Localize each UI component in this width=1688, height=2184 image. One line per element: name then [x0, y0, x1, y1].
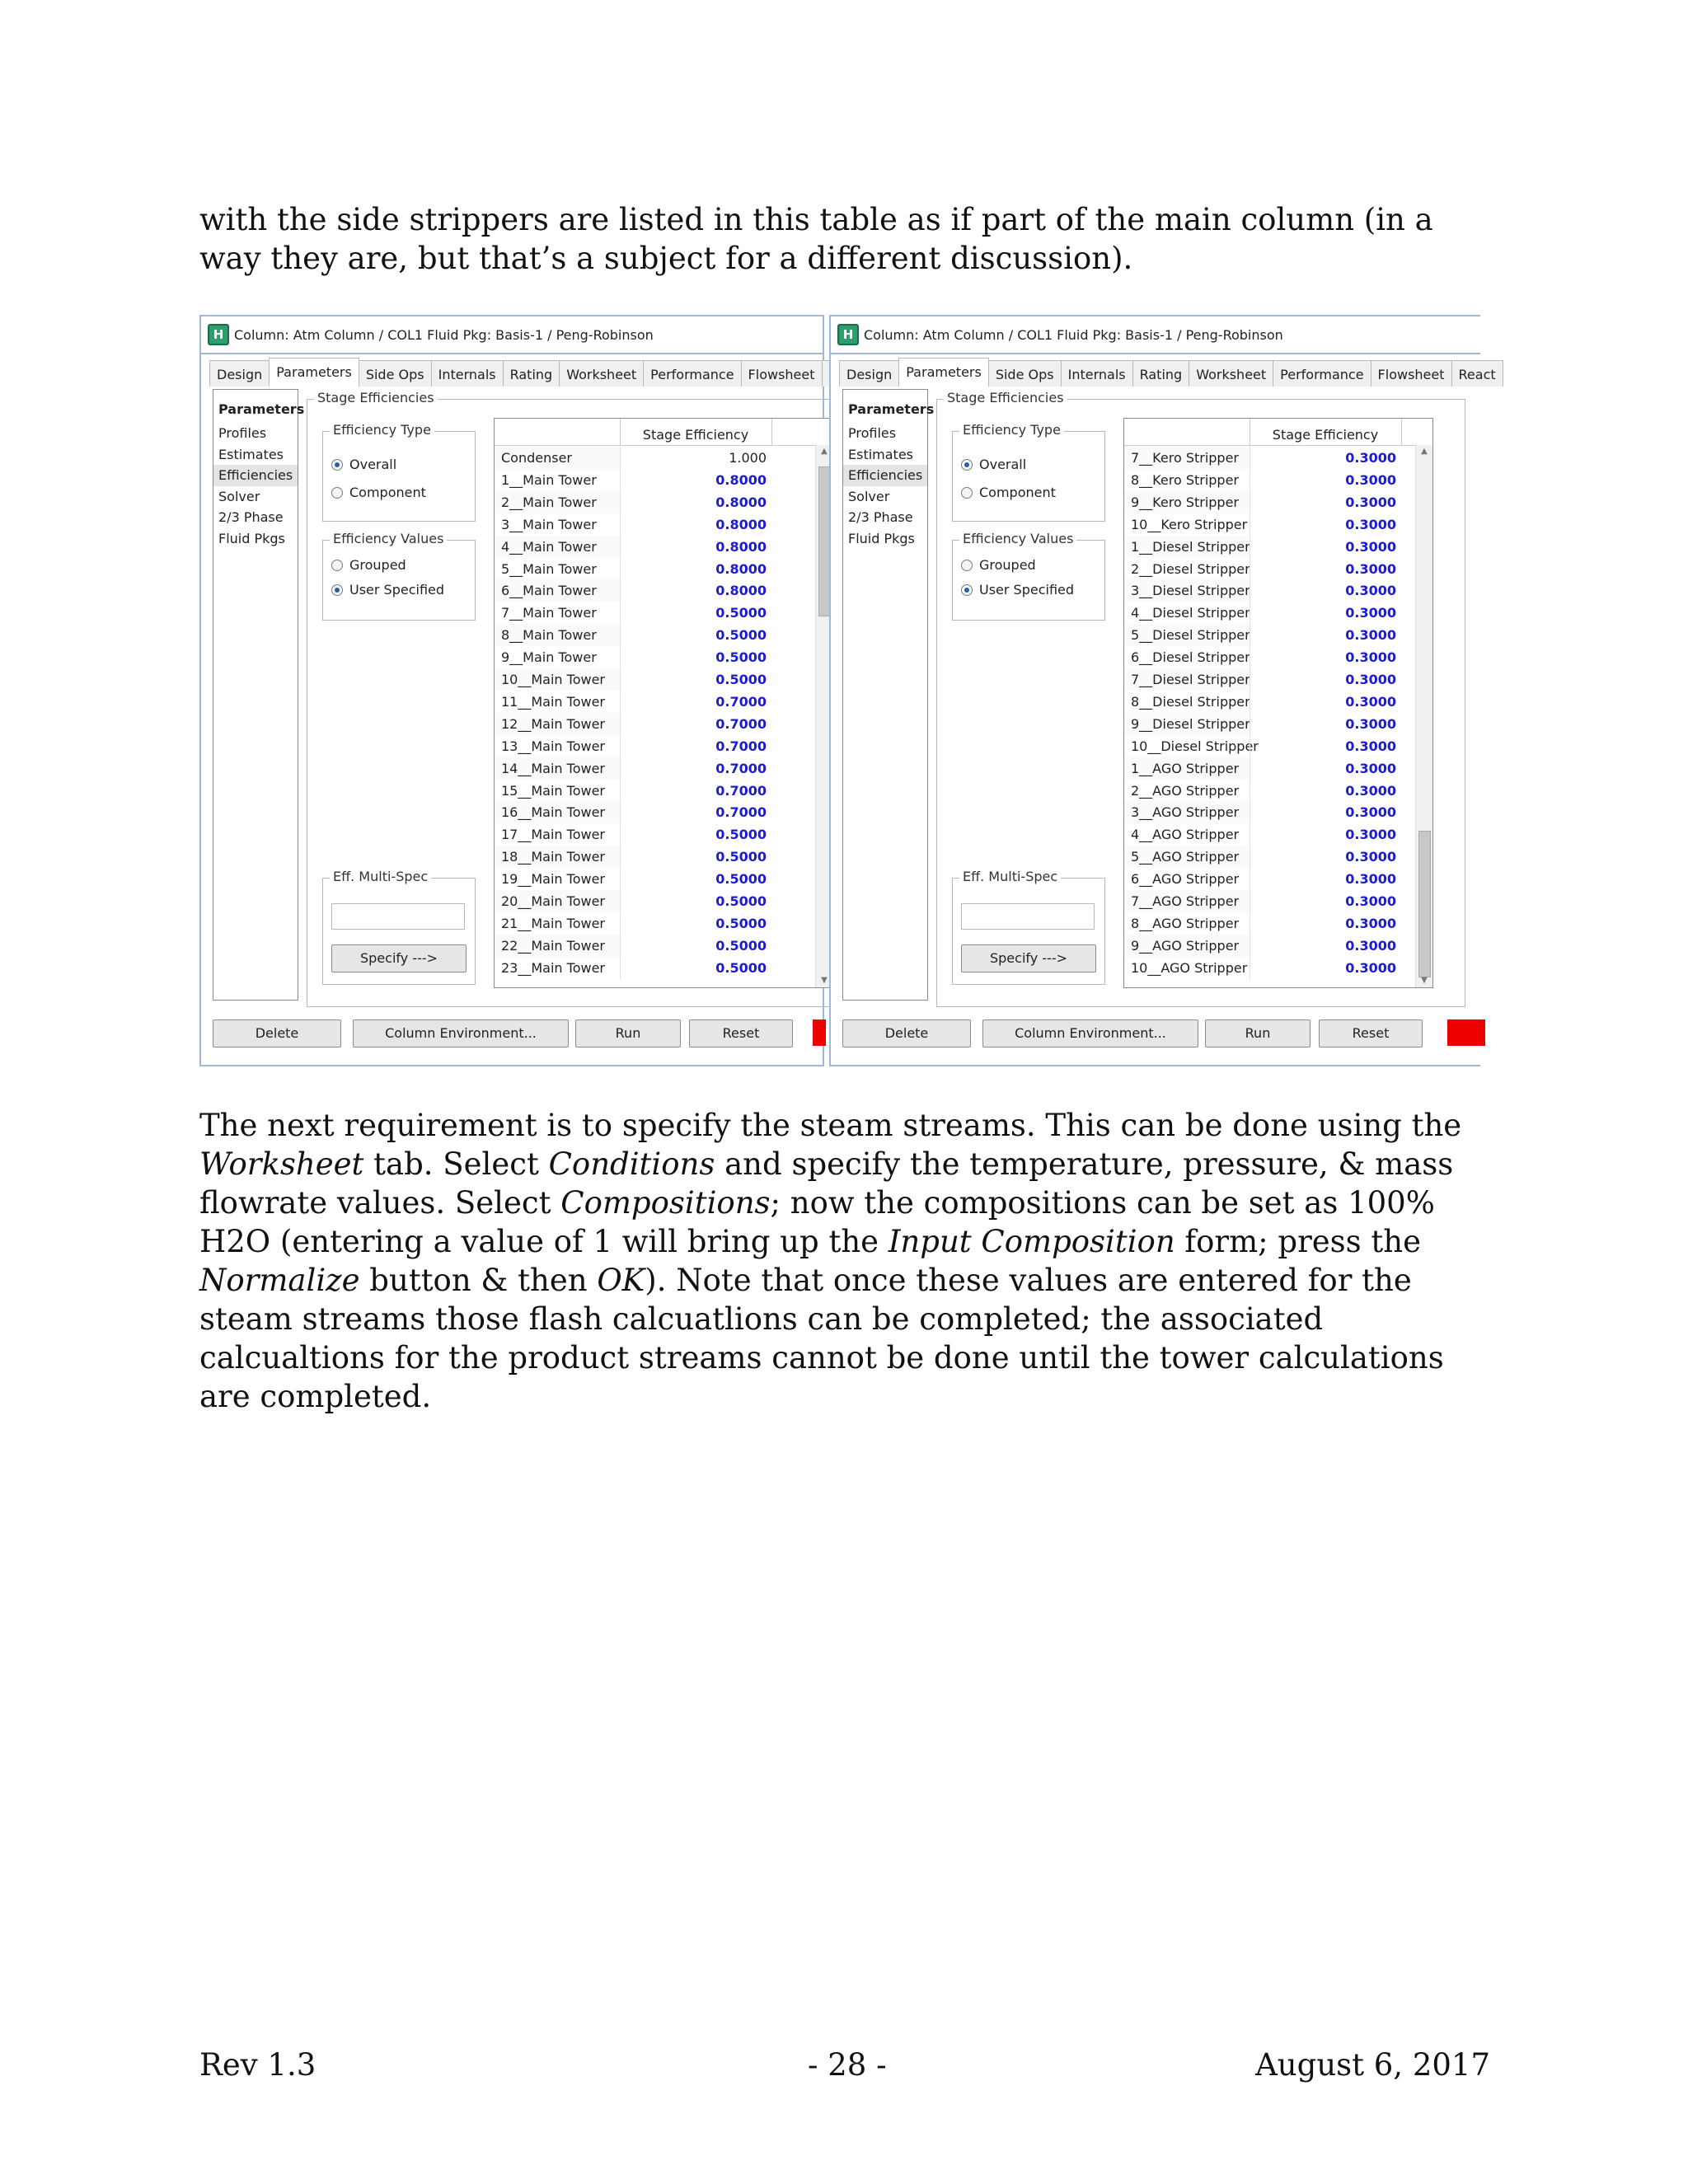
- table-row[interactable]: [495, 624, 771, 646]
- nav-item-2-3-phase[interactable]: 2/3 Phase: [848, 509, 913, 525]
- table-row[interactable]: [1124, 536, 1401, 558]
- table-row[interactable]: [495, 868, 771, 890]
- table-row[interactable]: [495, 579, 771, 602]
- stage-name-cell: 14__Main Tower: [495, 757, 621, 780]
- table-row[interactable]: [1124, 846, 1401, 868]
- stage-efficiency-cell[interactable]: 0.5000: [620, 957, 771, 979]
- footer-page-number: - 28 -: [808, 2047, 887, 2083]
- stage-efficiency-cell[interactable]: 0.3000: [1250, 691, 1401, 713]
- stage-name-cell: 10__AGO Stripper: [1131, 959, 1248, 976]
- stage-name-cell: 13__Main Tower: [501, 738, 605, 754]
- scroll-down-icon[interactable]: ▼: [1421, 976, 1428, 985]
- tab-side-ops[interactable]: Side Ops: [359, 360, 432, 387]
- header-stage-efficiency: Stage Efficiency: [1250, 419, 1402, 445]
- nav-item-2-3-phase[interactable]: 2/3 Phase: [218, 509, 284, 525]
- table-row[interactable]: [1124, 935, 1401, 957]
- tab-parameters[interactable]: Parameters: [269, 358, 359, 387]
- stage-efficiency-cell[interactable]: 0.3000: [1250, 713, 1401, 735]
- specify-button[interactable]: Specify --->: [331, 944, 467, 972]
- table-row[interactable]: [495, 912, 771, 935]
- stage-name-cell: 17__Main Tower: [501, 827, 605, 843]
- table-row[interactable]: [495, 801, 771, 823]
- radio-unselected-icon: [961, 560, 973, 571]
- stage-name-cell: 8__Main Tower: [495, 624, 621, 646]
- stage-name-cell: 10__Main Tower: [495, 668, 621, 691]
- status-indicator: [1447, 1019, 1485, 1046]
- stage-name-cell: 3__Diesel Stripper: [1124, 579, 1251, 602]
- radio-component[interactable]: [331, 485, 426, 500]
- tab-rating[interactable]: Rating: [1132, 360, 1190, 387]
- specify-button[interactable]: Specify --->: [961, 944, 1096, 972]
- eff-multispec-group: [322, 869, 476, 985]
- stage-name-cell: 8__Kero Stripper: [1131, 471, 1240, 488]
- efficiency-type-title: Efficiency Type: [959, 422, 1064, 438]
- table-row[interactable]: [1124, 912, 1401, 935]
- table-row[interactable]: [495, 469, 771, 491]
- stage-name-cell: 5__AGO Stripper: [1124, 846, 1251, 868]
- stage-efficiency-cell[interactable]: 0.8000: [620, 513, 771, 536]
- radio-selected-icon: [961, 584, 973, 596]
- stage-efficiency-cell[interactable]: 0.3000: [1250, 646, 1401, 668]
- tab-design[interactable]: Design: [839, 360, 899, 387]
- stage-name-cell: 7__Kero Stripper: [1124, 447, 1251, 469]
- stage-name-cell: 3__Main Tower: [501, 516, 597, 532]
- run-button[interactable]: Run: [575, 1019, 681, 1047]
- stage-name-cell: 6__AGO Stripper: [1131, 871, 1240, 888]
- stage-name-cell: 4__AGO Stripper: [1131, 827, 1240, 843]
- multispec-input[interactable]: [331, 903, 465, 930]
- stage-efficiencies-title: Stage Efficiencies: [944, 390, 1067, 405]
- radio-selected-icon: [331, 459, 343, 471]
- window-title: Column: Atm Column / COL1 Fluid Pkg: Basis-1 / Peng-Robinson: [234, 326, 654, 343]
- stage-name-cell: 10__Diesel Stripper: [1131, 738, 1259, 754]
- stage-efficiency-cell[interactable]: 0.3000: [1250, 735, 1401, 757]
- stage-efficiency-cell[interactable]: 0.3000: [1250, 558, 1401, 580]
- table-row[interactable]: [1124, 513, 1401, 536]
- table-row[interactable]: [1124, 868, 1401, 890]
- stage-efficiency-cell[interactable]: 0.3000: [1250, 757, 1401, 780]
- stage-name-cell: 8__Diesel Stripper: [1131, 693, 1250, 710]
- table-row[interactable]: [1124, 491, 1401, 513]
- table-row[interactable]: [1124, 469, 1401, 491]
- stage-name-cell: 7__Main Tower: [501, 605, 597, 621]
- table-row[interactable]: [495, 491, 771, 513]
- stage-name-cell: 1__Diesel Stripper: [1124, 536, 1251, 558]
- stage-name-cell: 22__Main Tower: [495, 935, 621, 957]
- table-row[interactable]: [1124, 558, 1401, 580]
- scroll-down-icon[interactable]: ▼: [821, 976, 828, 985]
- stage-name-cell: 6__Main Tower: [495, 579, 621, 602]
- table-row[interactable]: [495, 735, 771, 757]
- stage-name-cell: 20__Main Tower: [495, 890, 621, 912]
- table-scrollbar[interactable]: [1415, 445, 1432, 987]
- table-row[interactable]: [495, 668, 771, 691]
- stage-efficiency-cell[interactable]: 0.5000: [620, 624, 771, 646]
- stage-efficiency-cell[interactable]: 0.3000: [1250, 890, 1401, 912]
- tab-design[interactable]: Design: [209, 360, 270, 387]
- table-row[interactable]: [1124, 646, 1401, 668]
- tab-performance[interactable]: Performance: [1273, 360, 1371, 387]
- stage-name-cell: 19__Main Tower: [501, 871, 605, 888]
- stage-efficiency-cell[interactable]: 0.7000: [620, 757, 771, 780]
- tab-reactions[interactable]: React: [1451, 360, 1503, 387]
- stage-name-cell: 18__Main Tower: [495, 846, 621, 868]
- radio-overall[interactable]: [331, 457, 396, 472]
- table-row[interactable]: [1124, 780, 1401, 802]
- scroll-up-icon[interactable]: ▲: [821, 447, 828, 456]
- stage-efficiency-cell[interactable]: 0.5000: [620, 668, 771, 691]
- stage-name-cell: 9__Main Tower: [501, 649, 597, 666]
- radio-user-specified-label: User Specified: [979, 582, 1075, 598]
- stage-efficiency-cell[interactable]: 0.3000: [1250, 513, 1401, 536]
- tab-worksheet[interactable]: Worksheet: [1189, 360, 1273, 387]
- stage-efficiency-cell[interactable]: 0.3000: [1250, 668, 1401, 691]
- eff-multispec-title: Eff. Multi-Spec: [330, 869, 431, 884]
- radio-user-specified-label: User Specified: [349, 582, 445, 598]
- radio-grouped-label: Grouped: [979, 557, 1036, 573]
- stage-efficiency-cell[interactable]: 0.3000: [1250, 846, 1401, 868]
- stage-efficiencies-group: [307, 390, 836, 1007]
- tab-worksheet[interactable]: Worksheet: [559, 360, 644, 387]
- column-window-left: [199, 315, 828, 1066]
- p2-text-5: form; press the: [1175, 1224, 1422, 1259]
- intro-paragraph: with the side strippers are listed in this table as if part of the main column (in a way they are, but that’s a subject for a different discussion).: [199, 202, 1433, 276]
- stage-efficiency-cell[interactable]: 0.5000: [620, 912, 771, 935]
- p2-text-2: tab. Select: [363, 1146, 549, 1182]
- p2-text-1: The next requirement is to specify the steam streams. This can be done using the: [199, 1108, 1462, 1143]
- p2-text-3: and specify the temperature, pressure, & mass flowrate values. Select: [199, 1146, 1454, 1221]
- stage-efficiency-cell[interactable]: 1.000: [620, 447, 771, 469]
- radio-user-specified[interactable]: [961, 582, 1074, 598]
- stage-efficiency-cell[interactable]: 0.3000: [1250, 957, 1401, 979]
- stage-name-cell: 21__Main Tower: [501, 915, 605, 931]
- reset-button[interactable]: Reset: [1319, 1019, 1423, 1047]
- stage-efficiency-cell[interactable]: 0.8000: [620, 579, 771, 602]
- table-row[interactable]: [495, 602, 771, 624]
- stage-efficiency-cell[interactable]: 0.3000: [1250, 624, 1401, 646]
- stage-name-cell: 11__Main Tower: [501, 693, 605, 710]
- stage-efficiency-cell[interactable]: 0.8000: [620, 536, 771, 558]
- table-header: [495, 419, 816, 446]
- steam-paragraph: [199, 1106, 1502, 1416]
- nav-item-solver[interactable]: Solver: [218, 488, 260, 504]
- table-row[interactable]: [1124, 757, 1401, 780]
- column-environment-button[interactable]: Column Environment...: [353, 1019, 569, 1047]
- stage-efficiency-cell[interactable]: 0.5000: [620, 846, 771, 868]
- nav-header: Parameters: [848, 401, 935, 417]
- tab-internals[interactable]: Internals: [431, 360, 504, 387]
- nav-item-profiles[interactable]: Profiles: [848, 425, 897, 441]
- efficiency-type-group: [322, 422, 476, 522]
- radio-component-label: Component: [349, 485, 426, 500]
- stage-efficiency-cell[interactable]: 0.5000: [620, 890, 771, 912]
- radio-grouped[interactable]: [331, 557, 406, 573]
- nav-header: Parameters: [218, 401, 305, 417]
- stage-efficiency-cell[interactable]: 0.3000: [1250, 868, 1401, 890]
- stage-name-cell: 4__Diesel Stripper: [1131, 605, 1250, 621]
- parameters-nav: [842, 389, 935, 1001]
- nav-item-solver[interactable]: Solver: [848, 488, 890, 504]
- stage-efficiency-cell[interactable]: 0.8000: [620, 469, 771, 491]
- efficiency-type-group: [952, 422, 1105, 522]
- table-row[interactable]: [495, 935, 771, 957]
- efficiency-values-title: Efficiency Values: [959, 531, 1076, 546]
- multispec-input[interactable]: [961, 903, 1095, 930]
- efficiency-values-title: Efficiency Values: [330, 531, 447, 546]
- p2-term-compositions: Compositions: [560, 1185, 771, 1221]
- stage-efficiency-cell[interactable]: 0.8000: [620, 558, 771, 580]
- table-row[interactable]: [1124, 713, 1401, 735]
- radio-user-specified[interactable]: [331, 582, 444, 598]
- header-blank-cell: [495, 419, 621, 445]
- radio-unselected-icon: [331, 487, 343, 499]
- table-header: [1124, 419, 1416, 446]
- window-titlebar: [201, 316, 823, 354]
- stage-efficiency-cell[interactable]: 0.3000: [1250, 491, 1401, 513]
- radio-overall-label: Overall: [349, 457, 397, 472]
- table-row[interactable]: [495, 691, 771, 713]
- table-row[interactable]: [495, 447, 771, 469]
- radio-unselected-icon: [331, 560, 343, 571]
- stage-efficiency-cell[interactable]: 0.3000: [1250, 935, 1401, 957]
- stage-name-cell: 1__Main Tower: [501, 471, 597, 488]
- stage-efficiency-cell[interactable]: 0.3000: [1250, 447, 1401, 469]
- table-row[interactable]: [1124, 624, 1401, 646]
- footer-revision: Rev 1.3: [199, 2047, 316, 2083]
- stage-efficiency-cell[interactable]: 0.8000: [620, 491, 771, 513]
- stage-efficiencies-title: Stage Efficiencies: [314, 390, 438, 405]
- reset-button[interactable]: Reset: [689, 1019, 793, 1047]
- nav-item-fluid-pkgs[interactable]: Fluid Pkgs: [218, 530, 285, 546]
- table-row[interactable]: [1124, 602, 1401, 624]
- p2-term-normalize: Normalize: [199, 1263, 360, 1298]
- stage-efficiency-cell[interactable]: 0.5000: [620, 868, 771, 890]
- tab-strip: [839, 358, 1496, 387]
- p2-text-4: ; now the compositions can be set as 100% H2O (entering a value of 1 will bring up the: [199, 1185, 1435, 1259]
- stage-name-cell: 5__Main Tower: [501, 560, 597, 577]
- stage-efficiency-cell[interactable]: 0.3000: [1250, 536, 1401, 558]
- window-title: Column: Atm Column / COL1 Fluid Pkg: Basis-1 / Peng-Robinson: [864, 326, 1283, 343]
- parameters-nav: [213, 389, 305, 1001]
- table-row[interactable]: [1124, 691, 1401, 713]
- radio-component[interactable]: [961, 485, 1056, 500]
- stage-name-cell: 9__Diesel Stripper: [1124, 713, 1251, 735]
- stage-name-cell: 9__AGO Stripper: [1124, 935, 1251, 957]
- stage-name-cell: 10__Kero Stripper: [1131, 516, 1248, 532]
- stage-efficiency-cell[interactable]: 0.3000: [1250, 602, 1401, 624]
- radio-grouped[interactable]: [961, 557, 1036, 573]
- stage-efficiency-cell[interactable]: 0.7000: [620, 780, 771, 802]
- stage-name-cell: 4__Main Tower: [495, 536, 621, 558]
- nav-item-efficiencies[interactable]: Efficiencies: [213, 465, 298, 486]
- table-row[interactable]: [495, 646, 771, 668]
- table-row[interactable]: [495, 823, 771, 846]
- stage-name-cell: 7__AGO Stripper: [1124, 890, 1251, 912]
- table-row[interactable]: [495, 780, 771, 802]
- tab-strip: [209, 358, 823, 387]
- p2-text-6: button & then: [359, 1263, 598, 1298]
- header-blank-cell: [1124, 419, 1250, 445]
- radio-selected-icon: [961, 459, 973, 471]
- table-row[interactable]: [495, 757, 771, 780]
- table-row[interactable]: [495, 957, 771, 979]
- p2-term-conditions: Conditions: [548, 1146, 715, 1182]
- nav-item-fluid-pkgs[interactable]: Fluid Pkgs: [848, 530, 915, 546]
- stage-name-cell: 7__Diesel Stripper: [1124, 668, 1251, 691]
- tab-internals[interactable]: Internals: [1061, 360, 1133, 387]
- table-row[interactable]: [495, 713, 771, 735]
- stage-efficiency-cell[interactable]: 0.3000: [1250, 780, 1401, 802]
- column-window-right: [829, 315, 1496, 1066]
- stage-efficiency-cell[interactable]: 0.3000: [1250, 469, 1401, 491]
- stage-efficiency-cell[interactable]: 0.3000: [1250, 823, 1401, 846]
- run-button[interactable]: Run: [1205, 1019, 1311, 1047]
- stage-efficiency-cell[interactable]: 0.7000: [620, 691, 771, 713]
- stage-efficiency-cell[interactable]: 0.7000: [620, 735, 771, 757]
- stage-efficiency-table: [1123, 418, 1433, 988]
- window-titlebar: [831, 316, 1480, 354]
- stage-efficiency-cell[interactable]: 0.3000: [1250, 801, 1401, 823]
- nav-item-estimates[interactable]: Estimates: [848, 446, 914, 462]
- footer-date: August 6, 2017: [1255, 2047, 1490, 2083]
- efficiency-type-title: Efficiency Type: [330, 422, 434, 438]
- tab-performance[interactable]: Performance: [643, 360, 741, 387]
- status-indicator: [813, 1019, 826, 1046]
- tab-flowsheet[interactable]: Flowsheet: [1371, 360, 1452, 387]
- scroll-thumb[interactable]: [1418, 831, 1431, 977]
- stage-name-cell: 23__Main Tower: [501, 959, 605, 976]
- stage-name-cell: 1__AGO Stripper: [1124, 757, 1251, 780]
- efficiency-values-group: [322, 531, 476, 621]
- table-row[interactable]: [1124, 801, 1401, 823]
- tab-rating[interactable]: Rating: [503, 360, 560, 387]
- stage-efficiency-cell[interactable]: 0.5000: [620, 602, 771, 624]
- p2-term-input-composition: Input Composition: [888, 1224, 1175, 1259]
- p2-term-worksheet: Worksheet: [199, 1146, 364, 1182]
- stage-efficiency-table: [494, 418, 833, 988]
- stage-name-cell: 16__Main Tower: [495, 801, 621, 823]
- table-row[interactable]: [1124, 890, 1401, 912]
- stage-name-cell: 5__Diesel Stripper: [1124, 624, 1251, 646]
- stage-efficiency-cell[interactable]: 0.7000: [620, 713, 771, 735]
- stage-name-cell: 8__AGO Stripper: [1131, 915, 1240, 931]
- stage-efficiency-cell[interactable]: 0.7000: [620, 801, 771, 823]
- table-row[interactable]: [1124, 447, 1401, 469]
- table-row[interactable]: [495, 890, 771, 912]
- table-row[interactable]: [1124, 957, 1401, 979]
- stage-name-cell: 2__AGO Stripper: [1131, 782, 1240, 799]
- table-row[interactable]: [1124, 579, 1401, 602]
- stage-name-cell: 15__Main Tower: [501, 782, 605, 799]
- delete-button[interactable]: Delete: [213, 1019, 341, 1047]
- nav-item-efficiencies[interactable]: Efficiencies: [843, 465, 927, 486]
- p2-text-7: ). Note that once these values are entered for the steam streams those flash calcuatlions can be completed; the associated calcualtions for the product streams cannot be done until the tower calculations are completed.: [199, 1263, 1444, 1414]
- radio-component-label: Component: [979, 485, 1056, 500]
- tab-side-ops[interactable]: Side Ops: [988, 360, 1062, 387]
- p2-term-ok: OK: [597, 1263, 645, 1298]
- stage-name-cell: 2__Main Tower: [495, 491, 621, 513]
- radio-unselected-icon: [961, 487, 973, 499]
- table-row[interactable]: [1124, 668, 1401, 691]
- stage-efficiency-cell[interactable]: 0.5000: [620, 935, 771, 957]
- stage-efficiency-cell[interactable]: 0.5000: [620, 646, 771, 668]
- hysys-app-icon: H: [837, 324, 859, 345]
- header-stage-efficiency: Stage Efficiency: [620, 419, 772, 445]
- radio-overall[interactable]: [961, 457, 1026, 472]
- table-row[interactable]: [495, 846, 771, 868]
- stage-efficiency-cell[interactable]: 0.5000: [620, 823, 771, 846]
- stage-name-cell: 9__Kero Stripper: [1124, 491, 1251, 513]
- table-row[interactable]: [1124, 823, 1401, 846]
- eff-multispec-group: [952, 869, 1105, 985]
- stage-efficiencies-group: [936, 390, 1465, 1007]
- radio-overall-label: Overall: [979, 457, 1027, 472]
- nav-item-estimates[interactable]: Estimates: [218, 446, 284, 462]
- stage-efficiency-cell[interactable]: 0.3000: [1250, 912, 1401, 935]
- table-row[interactable]: [1124, 735, 1401, 757]
- table-row[interactable]: [495, 536, 771, 558]
- radio-selected-icon: [331, 584, 343, 596]
- efficiency-values-group: [952, 531, 1105, 621]
- table-row[interactable]: [495, 513, 771, 536]
- tab-parameters[interactable]: Parameters: [898, 358, 989, 387]
- stage-name-cell: 2__Diesel Stripper: [1131, 560, 1250, 577]
- eff-multispec-title: Eff. Multi-Spec: [959, 869, 1061, 884]
- table-row[interactable]: [495, 558, 771, 580]
- stage-name-cell: 6__Diesel Stripper: [1131, 649, 1250, 666]
- column-environment-button[interactable]: Column Environment...: [982, 1019, 1198, 1047]
- stage-name-cell: 12__Main Tower: [495, 713, 621, 735]
- radio-grouped-label: Grouped: [349, 557, 406, 573]
- scroll-up-icon[interactable]: ▲: [1421, 447, 1428, 456]
- tab-flowsheet[interactable]: Flowsheet: [741, 360, 823, 387]
- hysys-app-icon: H: [208, 324, 229, 345]
- stage-name-cell: Condenser: [495, 447, 621, 469]
- stage-name-cell: 3__AGO Stripper: [1124, 801, 1251, 823]
- nav-item-profiles[interactable]: Profiles: [218, 425, 267, 441]
- delete-button[interactable]: Delete: [842, 1019, 971, 1047]
- stage-efficiency-cell[interactable]: 0.3000: [1250, 579, 1401, 602]
